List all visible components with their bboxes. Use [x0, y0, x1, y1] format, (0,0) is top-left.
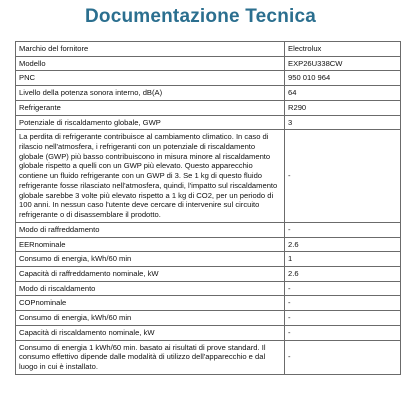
table-row	[16, 296, 401, 311]
row-label: PNC	[16, 71, 285, 86]
row-value: -	[285, 296, 401, 311]
row-value: 64	[285, 86, 401, 101]
table-row	[16, 130, 401, 222]
table-row	[16, 71, 401, 86]
spec-table	[15, 41, 401, 375]
row-value: 2.6	[285, 266, 401, 281]
row-value: 1	[285, 252, 401, 267]
table-row	[16, 325, 401, 340]
row-label: Consumo di energia, kWh/60 min	[16, 252, 285, 267]
row-label: Modo di riscaldamento	[16, 281, 285, 296]
table-row	[16, 86, 401, 101]
row-value: -	[285, 281, 401, 296]
table-row	[16, 281, 401, 296]
row-value: -	[285, 222, 401, 237]
row-label: Livello della potenza sonora interno, dB(A)	[16, 86, 285, 101]
table-row	[16, 56, 401, 71]
row-value: -	[285, 130, 401, 222]
table-row	[16, 222, 401, 237]
row-value: EXP26U338CW	[285, 56, 401, 71]
row-value: Electrolux	[285, 42, 401, 57]
row-label: Modo di raffreddamento	[16, 222, 285, 237]
row-label: Consumo di energia 1 kWh/60 min. basato ai risultati di prove standard. Il consumo effettivo dipende dalle modalità di utilizzo dell'apparecchio e dal luogo in cui è installato.	[16, 340, 285, 374]
row-label: COPnominale	[16, 296, 285, 311]
table-row	[16, 115, 401, 130]
table-row	[16, 237, 401, 252]
row-value: -	[285, 340, 401, 374]
row-label: Refrigerante	[16, 100, 285, 115]
row-value: 3	[285, 115, 401, 130]
row-label: Capacità di riscaldamento nominale, kW	[16, 325, 285, 340]
row-value: 950 010 964	[285, 71, 401, 86]
table-row	[16, 311, 401, 326]
row-value: -	[285, 311, 401, 326]
row-label: Potenziale di riscaldamento globale, GWP	[16, 115, 285, 130]
table-row	[16, 252, 401, 267]
row-value: R290	[285, 100, 401, 115]
row-label: La perdita di refrigerante contribuisce al cambiamento climatico. In caso di rilascio nell'atmosfera, i refrigeranti con un potenziale di riscaldamento globale (GWP) più basso contribuiscono in misura minore al riscaldamento globale rispetto a quelli con un GWP più elevato. Questo apparecchio contiene un fluido refrigerante con un GWP di 3. Se 1 kg di questo fluido refrigerante fosse rilasciato nell'atmosfera, quindi, l'impatto sul riscaldamento globale sarebbe 3 volte più elevato rispetto a 1 kg di CO2, per un periodo di 100 anni. In nessun caso l'utente deve cercare di intervenire sul circuito refrigerante o di disassemblare il prodotto.	[16, 130, 285, 222]
row-label: EERnominale	[16, 237, 285, 252]
page-title: Documentazione Tecnica	[84, 6, 317, 27]
row-label: Consumo di energia, kWh/60 min	[16, 311, 285, 326]
row-value: -	[285, 325, 401, 340]
table-row	[16, 42, 401, 57]
table-row	[16, 100, 401, 115]
table-row	[16, 266, 401, 281]
row-label: Capacità di raffreddamento nominale, kW	[16, 266, 285, 281]
table-row	[16, 340, 401, 374]
row-value: 2.6	[285, 237, 401, 252]
row-label: Modello	[16, 56, 285, 71]
row-label: Marchio del fornitore	[16, 42, 285, 57]
